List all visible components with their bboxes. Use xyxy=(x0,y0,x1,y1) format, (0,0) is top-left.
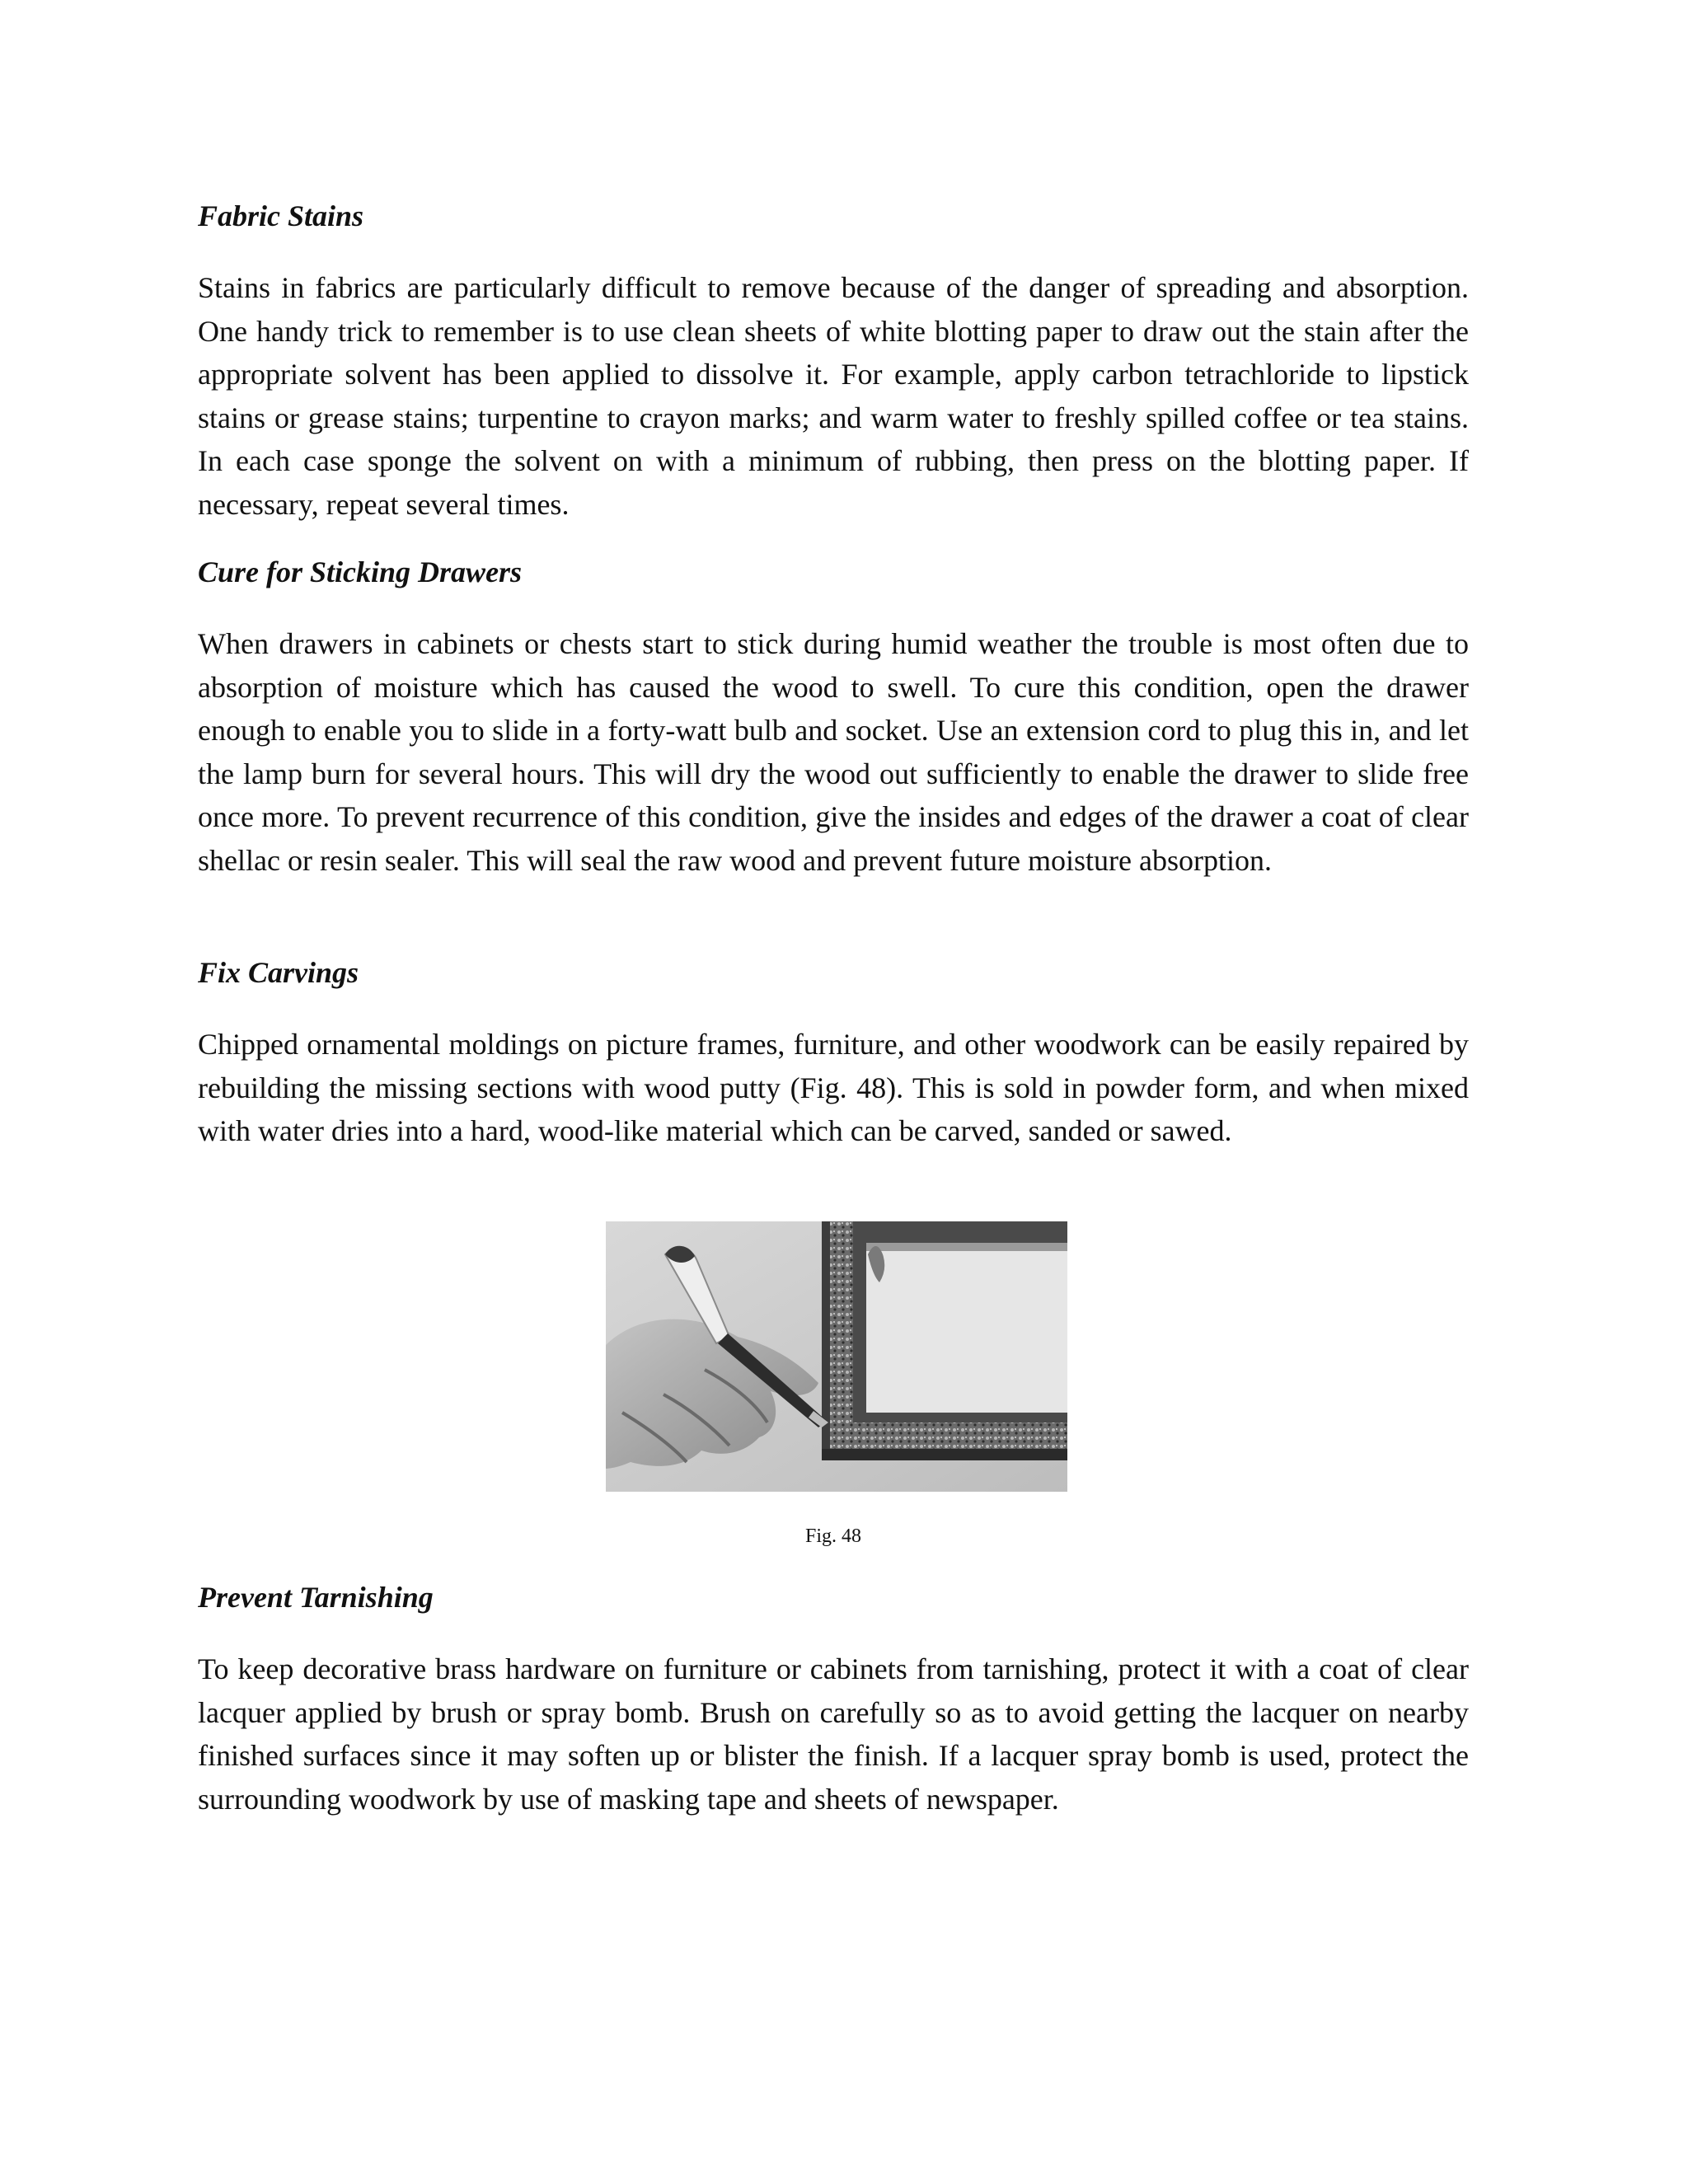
heading-fabric-stains: Fabric Stains xyxy=(198,199,364,232)
figure-caption: Fig. 48 xyxy=(804,1526,861,1547)
paragraph-fabric-stains: Stains in fabrics are particularly difficult to remove because of the danger of spreading and absorption. One handy trick to remember is to use clean sheets of white blotting paper to draw out the stain after the appropriate solvent has been applied to dissolve it. For example, apply carbon tetrachloride to lipstick stains or grease stains; turpentine to crayon marks; and warm water to freshly spilled coffee or tea stains. In each case sponge the solvent on with a minimum of rubbing, then press on the blotting paper. If necessary, repeat several times. xyxy=(198,271,1469,521)
paragraph-sticking-drawers: When drawers in cabinets or chests start to stick during humid weather the trouble is most often due to absorption of moisture which has caused the wood to swell. To cure this condition, open the drawer enough to enable you to slide in a forty-watt bulb and socket. Use an extension cord to plug this in, and let the lamp burn for several hours. This will dry the wood out sufficiently to enable the drawer to slide free once more. To prevent recurrence of this condition, give the insides and edges of the drawer a coat of clear shellac or resin sealer. This will seal the raw wood and prevent future moisture absorption. xyxy=(198,627,1469,877)
heading-prevent-tarnishing: Prevent Tarnishing xyxy=(198,1581,434,1614)
heading-sticking-drawers: Cure for Sticking Drawers xyxy=(198,555,523,588)
heading-fix-carvings: Fix Carvings xyxy=(198,956,359,989)
paragraph-prevent-tarnishing: To keep decorative brass hardware on furniture or cabinets from tarnishing, protect it with a coat of clear lacquer applied by brush or spray bomb. Brush on carefully so as to avoid getting the lacquer on nearby finished surfaces since it may soften up or blister the finish. If a lacquer spray bomb is used, protect the surrounding woodwork by use of masking tape and sheets of newspaper. xyxy=(198,1652,1469,1816)
figure-photo-carving-repair xyxy=(606,1221,1067,1492)
paragraph-fix-carvings: Chipped ornamental moldings on picture frames, furniture, and other woodwork can be easily repaired by rebuilding the missing sections with wood putty (Fig. 48). This is sold in powder form, and when mixed with water dries into a hard, wood-like material which can be carved, sanded or sawed. xyxy=(198,1028,1469,1147)
